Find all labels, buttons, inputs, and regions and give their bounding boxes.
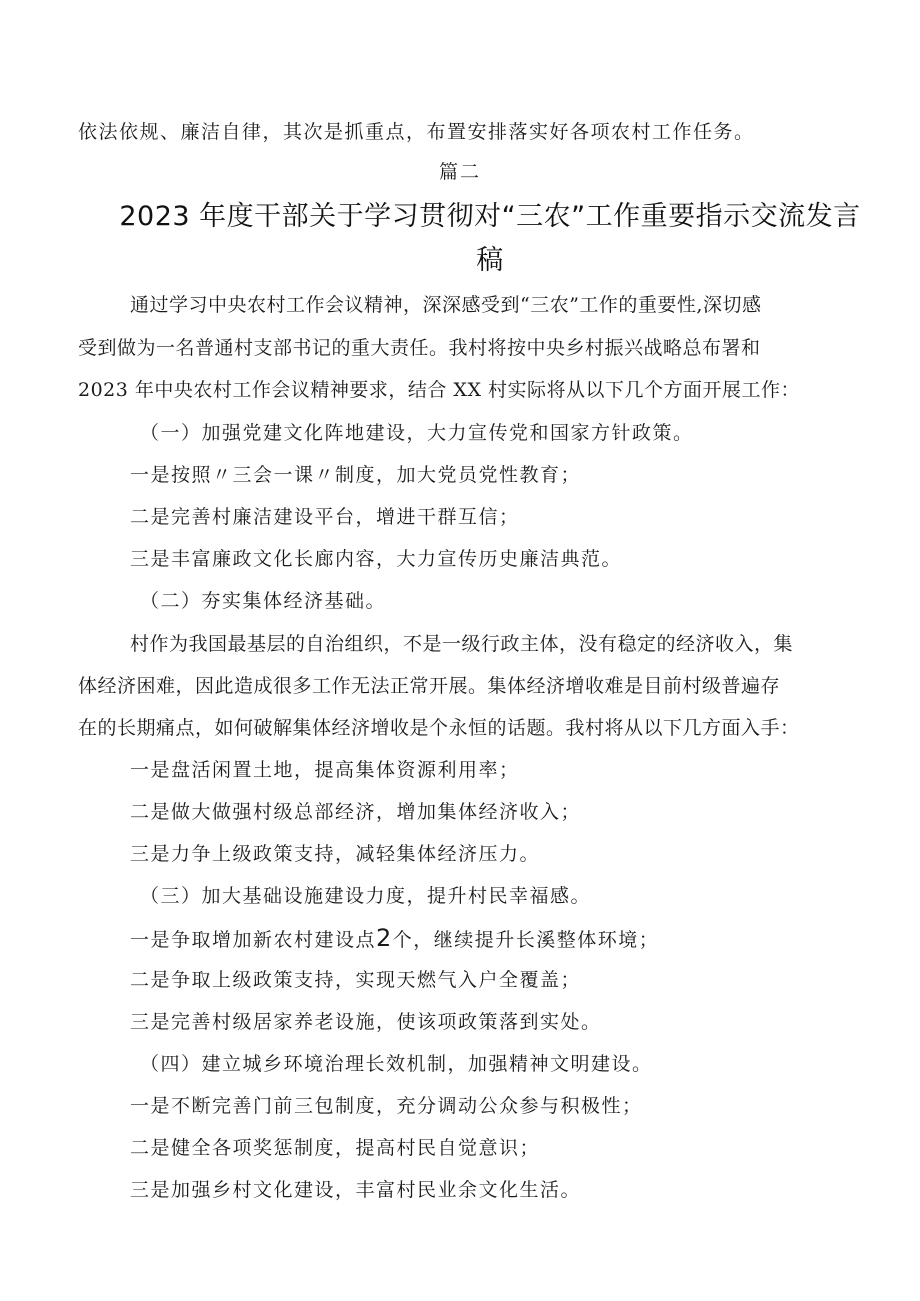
list-item: 二是健全各项奖惩制度，提高村民自觉意识；	[130, 1137, 541, 1159]
list-item: 三是力争上级政策支持，减轻集体经济压力。	[130, 843, 541, 865]
paragraph-line: 体经济困难，因此造成很多工作无法正常开展。集体经济增收难是目前村级普遍存	[78, 675, 781, 697]
subheading-4: （四）建立城乡环境治理长效机制，加强精神文明建设。	[140, 1053, 653, 1075]
subheading-3: （三）加大基础设施建设力度，提升村民幸福感。	[140, 885, 592, 907]
list-item: 三是加强乡村文化建设，丰富村民业余文化生活。	[130, 1179, 582, 1201]
list-item: 二是争取上级政策支持，实现天燃气入户全覆盖；	[130, 969, 582, 991]
list-item: 一是按照〃三会一课〃制度，加大党员党性教育；	[130, 464, 582, 486]
paragraph-intro-line2: 受到做为一名普通村支部书记的重大责任。我村将按中央乡村振兴战略总布署和	[78, 337, 761, 359]
paragraph-intro-line3: 2023 年中央农村工作会议精神要求，结合 XX 村实际将从以下几个方面开展工作：	[78, 379, 801, 401]
list-item: 一是盘活闲置土地，提高集体资源利用率；	[130, 759, 520, 781]
text-line-continuation: 依法依规、廉洁自律，其次是抓重点，布置安排落实好各项农村工作任务。	[78, 121, 755, 143]
list-item-text-after: 个，继续提升长溪整体环境；	[392, 929, 660, 951]
document-title-line1: 2023 年度干部关于学习贯彻对“三农”工作重要指示交流发言	[119, 201, 861, 232]
paragraph-line: 村作为我国最基层的自治组织，不是一级行政主体，没有稳定的经济收入，集	[130, 633, 794, 655]
subheading-2: （二）夯实集体经济基础。	[140, 590, 387, 612]
document-title-line2: 稿	[476, 245, 504, 276]
list-item-number: 2	[376, 926, 393, 952]
subheading-1: （一）加强党建文化阵地建设，大力宣传党和国家方针政策。	[140, 422, 694, 444]
paragraph-intro-line1: 通过学习中央农村工作会议精神，深深感受到“三农”工作的重要性,深切感	[130, 294, 762, 316]
list-item	[130, 926, 890, 952]
list-item: 二是做大做强村级总部经济，增加集体经济收入；	[130, 801, 582, 823]
list-item-text-before: 一是争取增加新农村建设点	[130, 929, 377, 951]
list-item: 三是丰富廉政文化长廊内容，大力宣传历史廉洁典范。	[130, 548, 623, 570]
paragraph-line: 在的长期痛点，如何破解集体经济增收是个永恒的话题。我村将从以下几方面入手：	[78, 717, 800, 739]
list-item: 二是完善村廉洁建设平台，增进干群互信；	[130, 506, 520, 528]
section-label: 篇二	[438, 161, 481, 183]
list-item: 三是完善村级居家养老设施，使该项政策落到实处。	[130, 1011, 602, 1033]
list-item: 一是不断完善门前三包制度，充分调动公众参与积极性；	[130, 1095, 643, 1117]
